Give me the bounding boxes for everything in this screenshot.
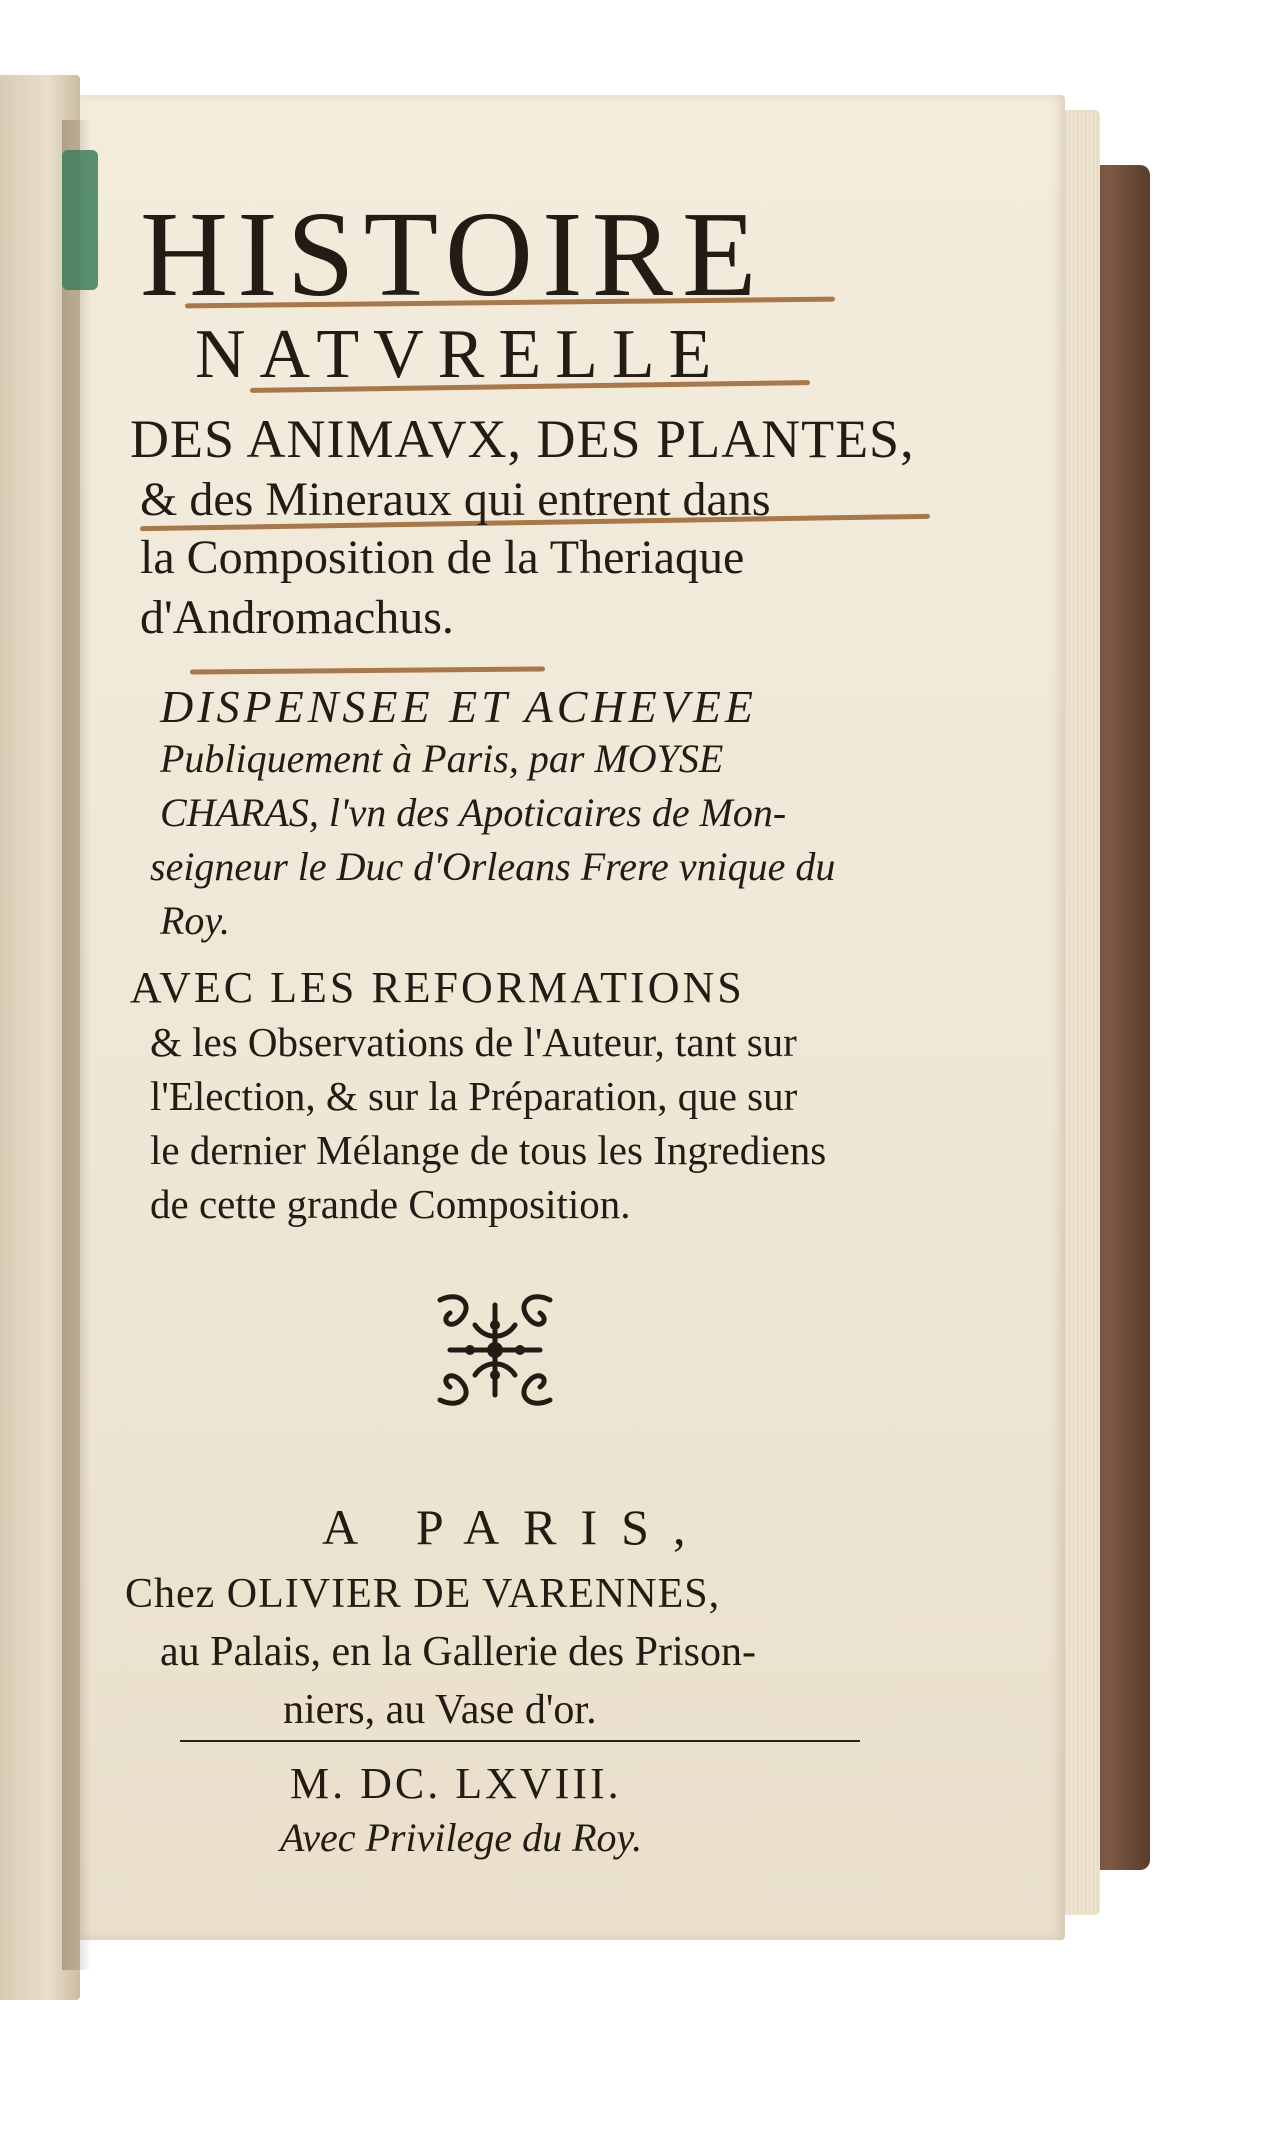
imprint-date: M. DC. LXVIII. — [290, 1759, 622, 1808]
title-main: HISTOIRE — [140, 187, 766, 322]
italic-line-8: Publiquement à Paris, par MOYSE — [160, 736, 724, 781]
body-line-15: le dernier Mélange de tous les Ingrediens — [150, 1127, 827, 1173]
italic-heading: DISPENSEE ET ACHEVEE — [160, 681, 758, 732]
green-bookmark-tab — [62, 150, 98, 290]
title-line-6: d'Andromachus. — [140, 591, 454, 644]
italic-line-9: CHARAS, l'vn des Apoticaires de Mon- — [160, 790, 787, 835]
body-line-16: de cette grande Composition. — [150, 1181, 631, 1227]
title-subtitle: NATVRELLE — [195, 316, 726, 393]
imprint-place: A PARIS, — [322, 1499, 710, 1555]
imprint-address-2: niers, au Vase d'or. — [283, 1687, 597, 1733]
italic-line-11: Roy. — [160, 898, 230, 943]
italic-line-10: seigneur le Duc d'Orleans Frere vnique du — [150, 844, 836, 889]
body-line-13: & les Observations de l'Auteur, tant sur — [150, 1019, 797, 1065]
title-line-5: la Composition de la Theriaque — [140, 531, 745, 584]
imprint-privilege: Avec Privilege du Roy. — [280, 1815, 643, 1860]
gutter-shadow — [62, 120, 92, 1970]
title-line-4: & des Mineraux qui entrent dans — [140, 473, 771, 526]
printers-ornament-icon — [430, 1285, 560, 1415]
reformations-heading: AVEC LES REFORMATIONS — [130, 963, 745, 1012]
title-line-3: DES ANIMAVX, DES PLANTES, — [130, 409, 915, 469]
imprint-publisher: Chez OLIVIER DE VARENNES, — [125, 1571, 721, 1617]
printers-rule — [180, 1740, 860, 1742]
body-line-14: l'Election, & sur la Préparation, que sur — [150, 1073, 798, 1119]
imprint-address-1: au Palais, en la Gallerie des Prison- — [160, 1629, 756, 1675]
